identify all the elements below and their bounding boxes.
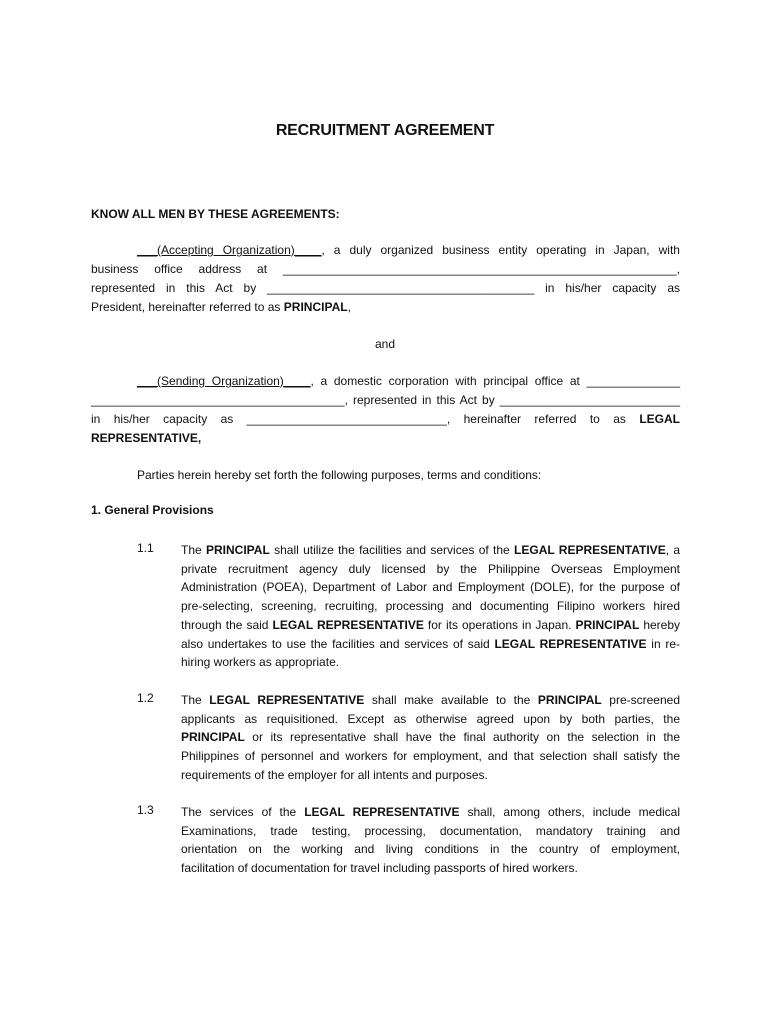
clause-text: facilitation of documentation for travel including passports of hired workers. bbox=[181, 861, 578, 876]
clause-line bbox=[181, 728, 680, 747]
clause-text: in re- bbox=[646, 636, 681, 651]
clause-line bbox=[181, 635, 680, 654]
know-all-heading: KNOW ALL MEN BY THESE AGREEMENTS: bbox=[91, 207, 340, 221]
defined-term: LEGAL REPRESENTATIVE bbox=[209, 693, 365, 707]
clause-line bbox=[181, 691, 680, 710]
clause-line bbox=[181, 560, 680, 579]
clause-line bbox=[181, 710, 680, 729]
clause-text: applicants as requisitioned. Except as otherwise agreed upon by both parties, the bbox=[181, 711, 680, 726]
clause-text: , a bbox=[665, 543, 681, 557]
defined-term: LEGAL REPRESENTATIVE bbox=[514, 543, 666, 557]
blank-open: ___ bbox=[137, 243, 158, 257]
clause-line bbox=[181, 578, 680, 597]
principal-line-1-rest: , a duly organized business entity operating in Japan, with bbox=[321, 243, 680, 257]
document-title: RECRUITMENT AGREEMENT bbox=[275, 122, 495, 139]
clause-line bbox=[181, 541, 680, 560]
clause-number: 1.1 bbox=[137, 541, 154, 555]
defined-term: PRINCIPAL bbox=[537, 693, 602, 707]
clause-number: 1.2 bbox=[137, 691, 154, 705]
clause-line bbox=[181, 597, 680, 616]
legal-line-4: REPRESENTATIVE, bbox=[91, 431, 202, 445]
clause-text: also undertakes to use the facilities and services of said bbox=[181, 636, 495, 651]
clause-text: orientation on the working and living conditions in the country of employment, bbox=[181, 842, 680, 857]
clause-text: The bbox=[181, 693, 210, 707]
accepting-organization-placeholder: (Accepting Organization) bbox=[157, 243, 295, 257]
clause-text: shall utilize the facilities and services of the bbox=[269, 543, 515, 557]
clause-text: The services of the bbox=[181, 805, 305, 819]
clause-line bbox=[181, 803, 680, 822]
and-separator: and bbox=[374, 337, 396, 351]
principal-line-1 bbox=[137, 241, 680, 260]
blank-open: ___ bbox=[137, 374, 158, 388]
clause-text: through the said bbox=[181, 617, 273, 632]
clause-text: shall, among others, include medical bbox=[459, 805, 681, 819]
clause-text: Philippines of personnel and workers for employment, and that selection shall satisfy the bbox=[181, 749, 680, 764]
legal-term: LEGAL bbox=[639, 412, 680, 426]
clause-line bbox=[181, 653, 339, 672]
legal-line-1-rest: , a domestic corporation with principal office at ______________ bbox=[310, 374, 681, 388]
defined-term: LEGAL REPRESENTATIVE bbox=[272, 617, 424, 632]
legal-line-1 bbox=[137, 372, 680, 391]
clause-line bbox=[181, 840, 680, 859]
clause-text: pre-screened bbox=[601, 693, 680, 707]
principal-line-3: represented in this Act by ________________________________________ in his/her capacity as bbox=[91, 281, 680, 295]
clause-text: pre-selecting, screening, recruiting, processing and documenting Filipino workers hired bbox=[181, 599, 680, 614]
clause-text: hiring workers as appropriate. bbox=[181, 655, 340, 670]
legal-line-2: ______________________________________, represented in this Act by ___________________________ bbox=[91, 393, 680, 407]
clause-text: or its representative shall have the final authority on the selection in the bbox=[244, 730, 680, 745]
principal-line-2: business office address at ___________________________________________________________, bbox=[91, 262, 680, 276]
principal-term: PRINCIPAL bbox=[283, 300, 348, 314]
principal-line-4 bbox=[91, 298, 351, 317]
defined-term: LEGAL REPRESENTATIVE bbox=[304, 805, 460, 819]
defined-term: LEGAL REPRESENTATIVE bbox=[494, 636, 647, 651]
parties-intro: Parties herein hereby set forth the following purposes, terms and conditions: bbox=[137, 468, 542, 482]
principal-line-4-comma: , bbox=[347, 300, 351, 314]
legal-line-3-text: in his/her capacity as ______________________________, hereinafter referred to as bbox=[91, 412, 640, 426]
clause-line bbox=[181, 747, 680, 766]
defined-term: PRINCIPAL bbox=[575, 617, 640, 632]
blank-close: ____ bbox=[283, 374, 311, 388]
principal-line-4-text: President, hereinafter referred to as bbox=[91, 300, 284, 314]
clause-line bbox=[181, 766, 488, 785]
clause-text: requirements of the employer for all intents and purposes. bbox=[181, 767, 488, 782]
sending-organization-placeholder: (Sending Organization) bbox=[157, 374, 284, 388]
defined-term: PRINCIPAL bbox=[206, 543, 270, 557]
clause-text: hereby bbox=[639, 617, 681, 632]
section-1-heading: 1. General Provisions bbox=[91, 503, 214, 517]
legal-line-3 bbox=[91, 410, 680, 429]
clause-text: for its operations in Japan. bbox=[423, 617, 576, 632]
clause-text: shall make available to the bbox=[364, 693, 538, 707]
clause-line bbox=[181, 616, 680, 635]
clause-text: Examinations, trade testing, processing, documentation, mandatory training and bbox=[181, 823, 680, 838]
clause-line bbox=[181, 859, 578, 878]
clause-line bbox=[181, 822, 680, 841]
clause-number: 1.3 bbox=[137, 803, 154, 817]
clause-text: private recruitment agency duly licensed by the Philippine Overseas Employment bbox=[181, 561, 680, 576]
defined-term: PRINCIPAL bbox=[181, 730, 245, 745]
clause-text: Administration (POEA), Department of Labor and Employment (DOLE), for the purpose of bbox=[181, 580, 680, 595]
blank-close: ____ bbox=[294, 243, 322, 257]
clause-text: The bbox=[181, 543, 206, 557]
